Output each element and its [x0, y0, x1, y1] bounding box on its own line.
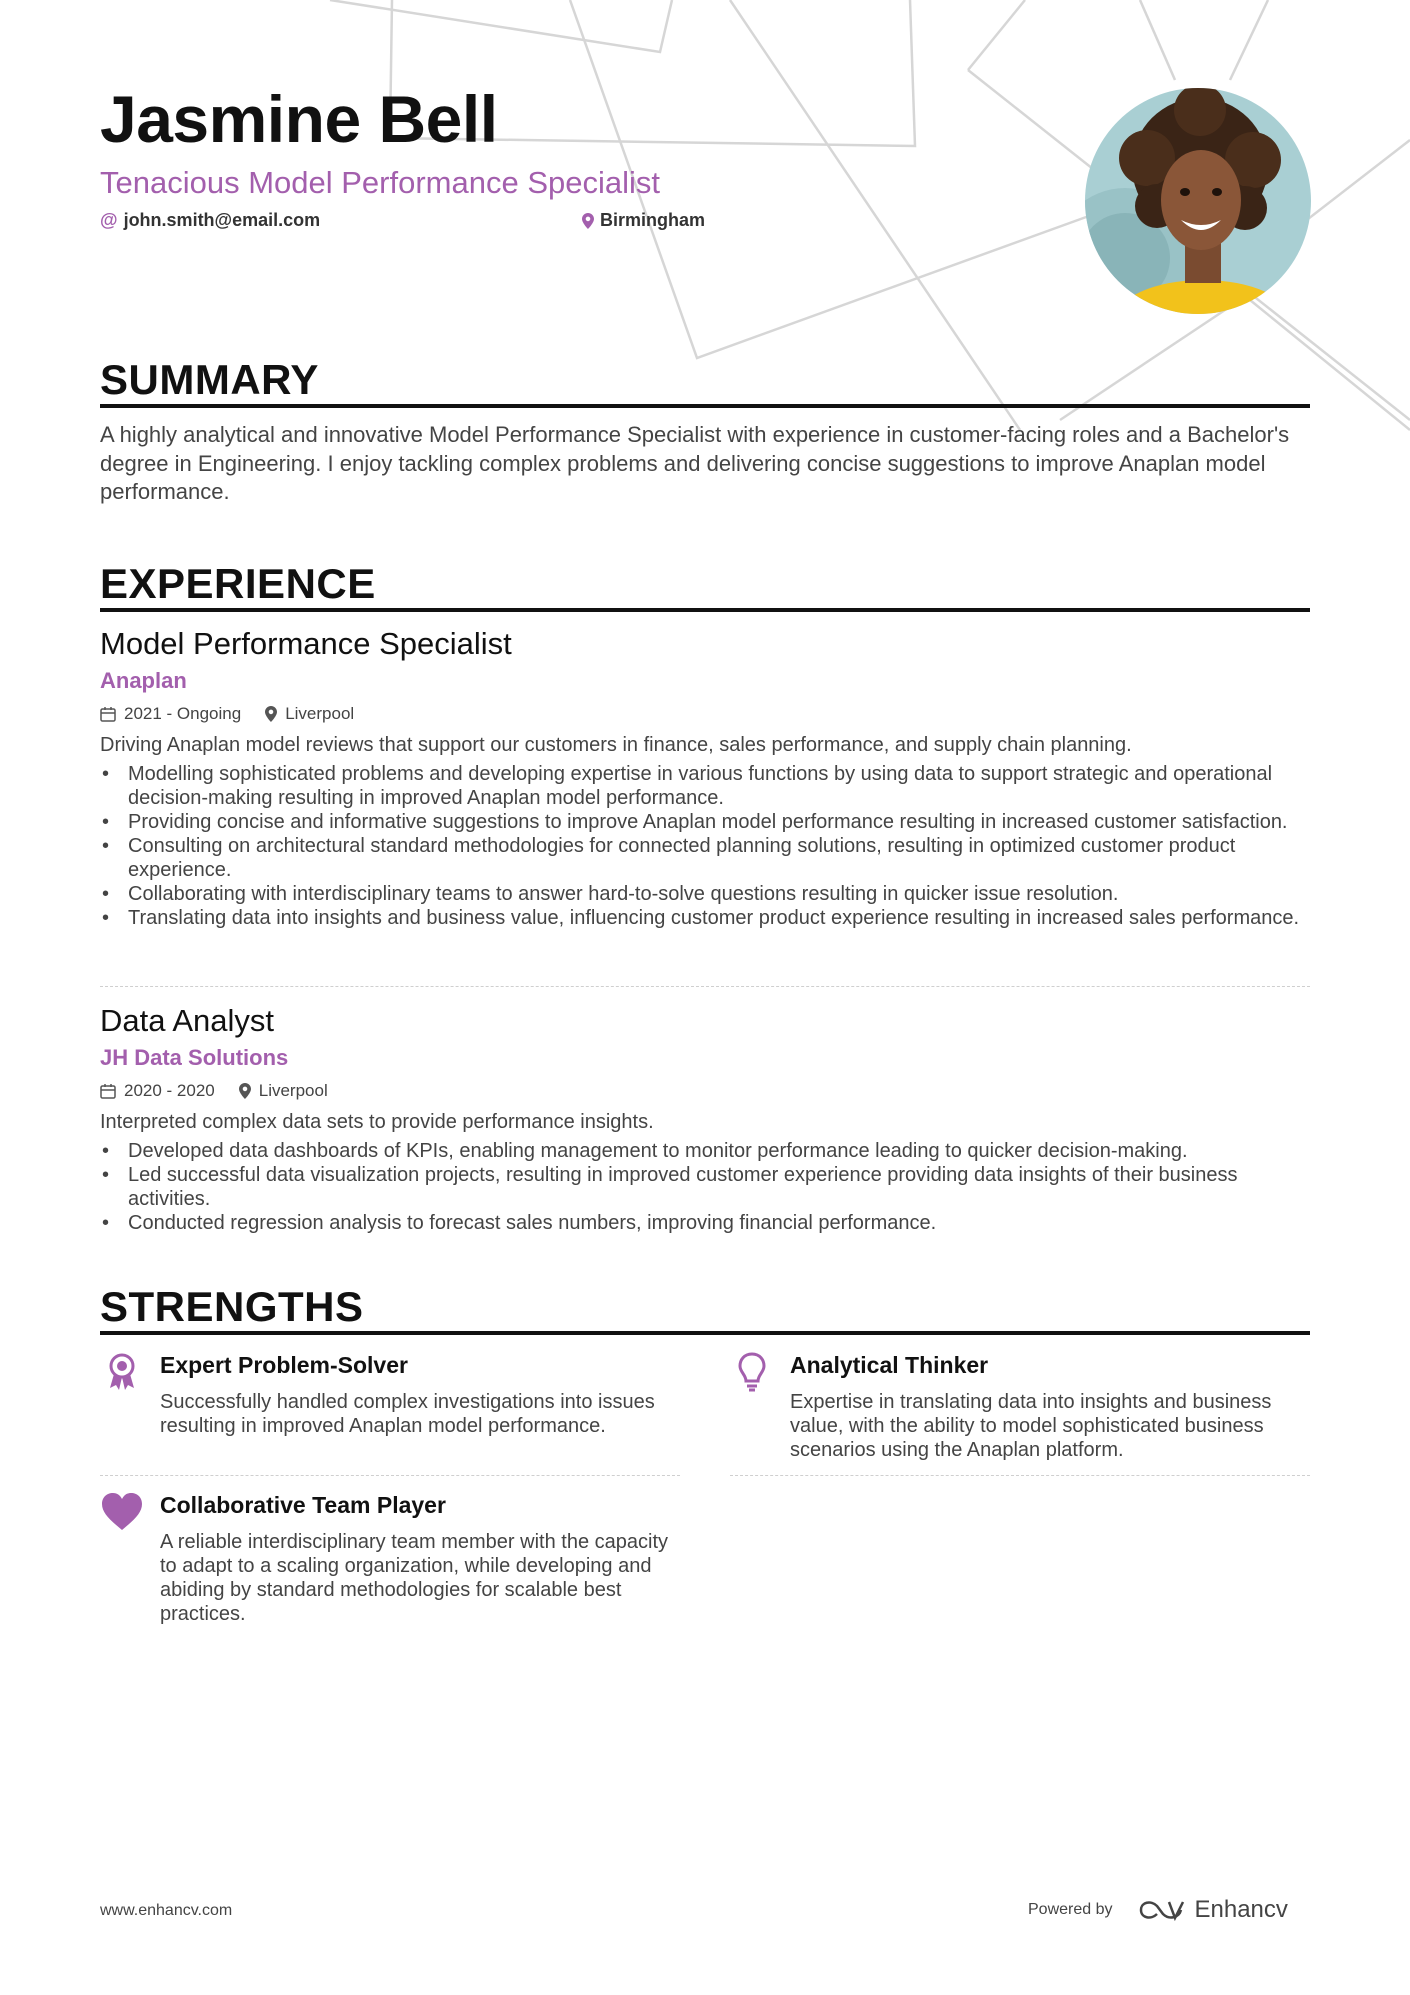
contact-info: [100, 210, 1050, 236]
heart-icon: [100, 1490, 144, 1534]
enhancv-logo[interactable]: [1139, 1896, 1288, 1924]
job-meta: [100, 704, 1310, 724]
job-location-text: Liverpool: [285, 704, 355, 724]
enhancv-logo-icon: [1139, 1898, 1185, 1922]
job-bullets: [100, 762, 1310, 930]
strengths-rule: [100, 1331, 1310, 1335]
experience-heading: EXPERIENCE: [100, 560, 376, 607]
location-text: Birmingham: [600, 210, 706, 231]
job-company: Anaplan: [100, 668, 187, 694]
profile-photo: [1085, 88, 1311, 314]
strength-divider: [730, 1475, 1310, 1476]
job-location-text: Liverpool: [258, 1081, 328, 1101]
job-location: [239, 1081, 328, 1101]
job-description: Interpreted complex data sets to provide performance insights.: [100, 1111, 654, 1134]
strength-divider: [100, 1475, 680, 1476]
job-title: Model Performance Specialist: [100, 626, 512, 661]
strength-title: Analytical Thinker: [790, 1352, 989, 1378]
job-dates-text: 2021 - Ongoing: [124, 704, 242, 724]
job-bullet: • Modelling sophisticated problems and developing expertise in various functions by using data to support strategic and operational decision-making resulting in improved Anaplan model performance.: [100, 762, 1310, 810]
email-contact[interactable]: [100, 210, 320, 231]
job-title: Data Analyst: [100, 1003, 275, 1038]
candidate-name: Jasmine Bell: [100, 82, 498, 156]
job-divider: [100, 986, 1310, 987]
job-bullets: [100, 1139, 1310, 1235]
job-bullet: • Collaborating with interdisciplinary teams to answer hard-to-solve questions resulting in quicker issue resolution.: [100, 882, 1310, 906]
summary-rule: [100, 404, 1310, 408]
job-company: JH Data Solutions: [100, 1045, 289, 1071]
footer-brand: [1028, 1896, 1288, 1924]
strength-description: Successfully handled complex investigations into issues resulting in improved Anaplan model performance.: [160, 1391, 655, 1437]
location-pin-icon: [582, 213, 594, 229]
header: [100, 82, 1050, 236]
location-pin-icon: [265, 706, 277, 722]
job-bullet: • Consulting on architectural standard methodologies for connected planning solutions, resulting in optimized customer product experience.: [100, 834, 1310, 882]
experience-entry: [100, 1002, 1310, 1235]
job-dates: [100, 1081, 215, 1101]
experience-rule: [100, 608, 1310, 612]
job-bullet: • Developed data dashboards of KPIs, enabling management to monitor performance leading to quicker decision-making.: [100, 1139, 1310, 1163]
brand-name: Enhancv: [1194, 1896, 1288, 1923]
at-sign-icon: @: [100, 210, 118, 231]
strength-description: A reliable interdisciplinary team member with the capacity to adapt to a scaling organization, while developing and abiding by standard methodologies for scalable best practices.: [160, 1531, 668, 1625]
location-pin-icon: [239, 1083, 251, 1099]
calendar-icon: [100, 706, 116, 722]
experience-entry: [100, 625, 1310, 930]
job-dates: [100, 704, 241, 724]
award-icon: [100, 1350, 144, 1394]
lightbulb-icon: [730, 1350, 774, 1394]
job-bullet: • Providing concise and informative suggestions to improve Anaplan model performance resulting in increased customer satisfaction.: [100, 810, 1310, 834]
job-bullet: • Translating data into insights and business value, influencing customer product experience resulting in increased sales performance.: [100, 906, 1310, 930]
location-contact: [582, 210, 705, 231]
candidate-title: Tenacious Model Performance Specialist: [100, 165, 660, 200]
summary-text: A highly analytical and innovative Model Performance Specialist with experience in customer-facing roles and a Bachelor's degree in Engineering. I enjoy tackling complex problems and delivering concise suggestions to improve Anaplan model performance.: [100, 422, 1290, 504]
footer-website[interactable]: www.enhancv.com: [100, 1902, 233, 1919]
strength-title: Collaborative Team Player: [160, 1492, 446, 1518]
job-bullet: • Led successful data visualization projects, resulting in improved customer experience providing data insights of their business activities.: [100, 1163, 1310, 1211]
job-description: Driving Anaplan model reviews that support our customers in finance, sales performance, and supply chain planning.: [100, 734, 1132, 757]
job-meta: [100, 1081, 1310, 1101]
calendar-icon: [100, 1083, 116, 1099]
job-dates-text: 2020 - 2020: [124, 1081, 215, 1101]
strength-title: Expert Problem-Solver: [160, 1352, 408, 1378]
powered-by-text: Powered by: [1028, 1901, 1113, 1918]
job-bullet: • Conducted regression analysis to forecast sales numbers, improving financial performance.: [100, 1211, 1310, 1235]
summary-heading: SUMMARY: [100, 356, 319, 403]
strengths-heading: STRENGTHS: [100, 1283, 364, 1330]
strength-description: Expertise in translating data into insights and business value, with the ability to model sophisticated business scenarios using the Anaplan platform.: [790, 1391, 1272, 1461]
email-text: john.smith@email.com: [123, 210, 321, 231]
job-location: [265, 704, 354, 724]
